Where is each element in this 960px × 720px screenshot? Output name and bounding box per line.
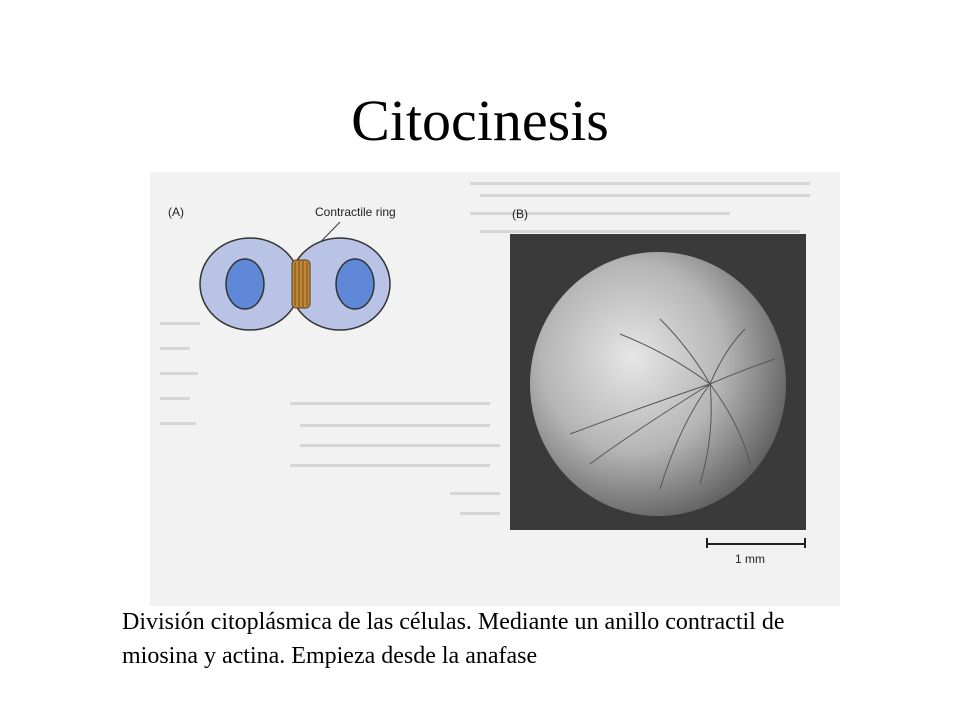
contractile-ring-label: Contractile ring: [315, 205, 396, 219]
contractile-ring: [292, 260, 310, 308]
right-nucleus: [336, 259, 374, 309]
egg-cell: [530, 252, 786, 516]
scale-label: 1 mm: [735, 552, 765, 566]
left-nucleus: [226, 259, 264, 309]
cell-micrograph: [510, 234, 806, 530]
scale-bar: [705, 538, 807, 548]
panel-b-label: (B): [512, 207, 528, 221]
figure-panel: [150, 172, 840, 606]
dividing-cell-diagram: [195, 222, 395, 332]
slide-caption: División citoplásmica de las células. Mediante un anillo contractil de miosina y actina. Empieza desde la anafase: [122, 609, 785, 669]
slide-title: Citocinesis: [351, 88, 609, 153]
panel-a-label: (A): [168, 205, 184, 219]
